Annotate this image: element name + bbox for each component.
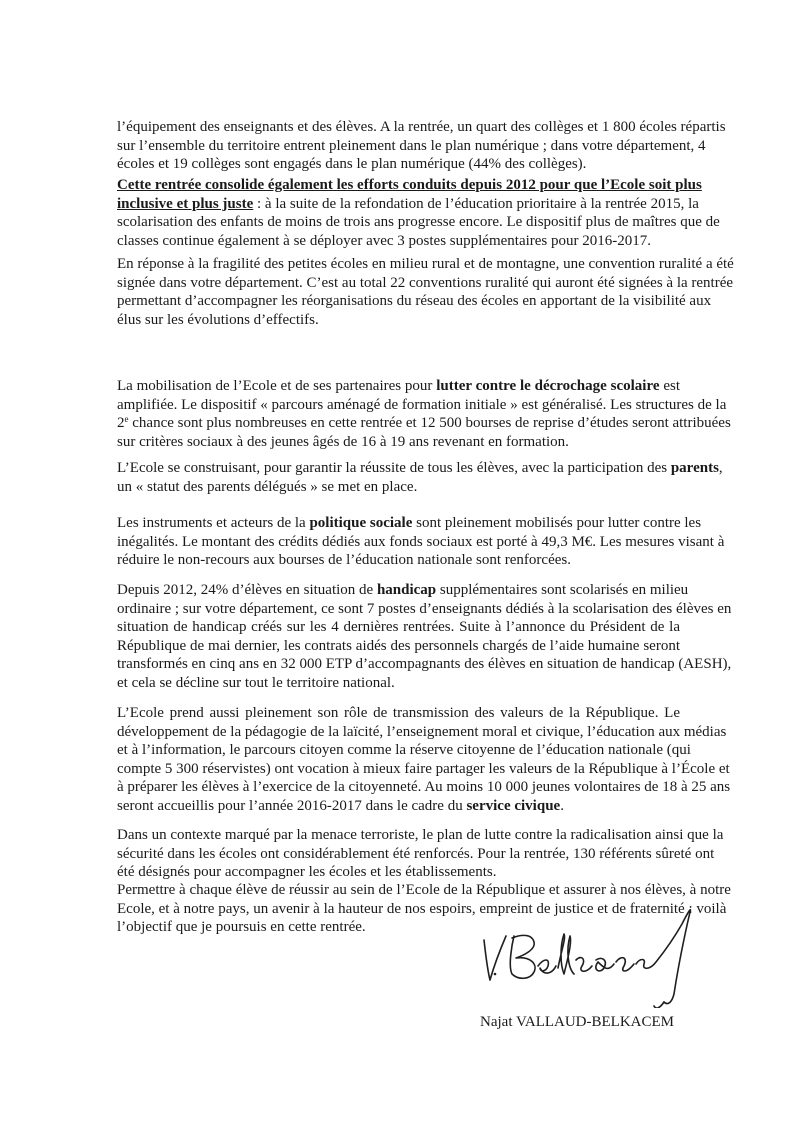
emphasis-politique-sociale: politique sociale [309,515,413,531]
paragraph-politique-sociale: Les instruments et acteurs de la politique sociale sont pleinement mobilisés pour lutter contre les inégalités. Le montant des crédits dédiés aux fonds sociaux est porté à 49,3 M€. Les mesures visant à réduire le non-recours aux bourses de l’éducation nationale sont renforcées. [117,515,725,569]
paragraph-securite: Dans un contexte marqué par la menace terroriste, le plan de lutte contre la radicalisation ainsi que la sécurité dans les écoles ont considérablement été renforcés. Pour la rentrée, 130 référents sûreté ont été désignés pour accompagner les écoles et les établissements. [117,827,724,881]
emphasis-service-civique: service civique [466,797,561,814]
emphasis-decrochage: lutter contre le décrochage scolaire [436,378,660,394]
handwritten-signature [478,898,718,1008]
emphasis-parents: parents [670,460,719,476]
paragraph-convention-ruralite: En réponse à la fragilité des petites écoles en milieu rural et de montagne, une convention ruralité a été signée dans votre département. C’est au total 22 conventions ruralité qui auront été signées à la rentrée permettant d’accompagner les réorganisations du réseau des écoles en apportant de la visibilité aux élus sur les évolutions d’effectifs. [117,256,734,328]
paragraph-conclusion: Permettre à chaque élève de réussir au sein de l’Ecole de la République et assurer à nos élèves, à notre Ecole, et à notre pays, un avenir à la hauteur de nos espoirs, empreint de justice et de fraternité : voilà l’objectif que je poursuis en cette rentrée. [117,882,731,936]
emphasis-handicap: handicap [376,582,437,598]
paragraph-parents: L’Ecole se construisant, pour garantir la réussite de tous les élèves, avec la participation des parents, un « statut des parents délégués » se met en place. [117,460,723,495]
paragraph-ecole-inclusive: Cette rentrée consolide également les efforts conduits depuis 2012 pour que l’Ecole soit plus inclusive et plus juste : à la suite de la refondation de l’éducation prioritaire à la rentrée 2015, la scolarisation des enfants de moins de trois ans progresse encore. Le dispositif plus de maîtres que de classes continue également à se déployer avec 3 postes supplémentaires pour 2016-2017. [117,177,720,249]
paragraph-decrochage-scolaire: La mobilisation de l’Ecole et de ses partenaires pour lutter contre le décrochage scolaire est amplifiée. Le dispositif « parcours aménagé de formation initiale » est généralisé. Les structures de la 2e chance sont plus nombreuses en cette rentrée et 12 500 bourses de reprise d’études seront attribuées sur critères sociaux à des jeunes âgés de 16 à 19 ans revenant en formation. [117,378,731,450]
signer-name: Najat VALLAUD-BELKACEM [480,1014,675,1030]
paragraph-handicap: Depuis 2012, 24% d’élèves en situation de handicap supplémentaires sont scolarisés en milieu ordinaire ; sur votre département, ce sont 7 postes d’enseignants dédiés à la scolarisation des élèves en situation de handicap créés sur les 4 dernières rentrées. Suite à l’annonce du Président de la République de mai dernier, les contrats aidés des personnels chargés de l’aide humaine seront transformés en cinq ans en 32 000 ETP d’accompagnants des élèves en situation de handicap (AESH), et cela se décline sur tout le territoire national. [117,582,732,691]
paragraph-valeurs-republique: L’Ecole prend aussi pleinement son rôle de transmission des valeurs de la République. Le développement de la pédagogie de la laïcité, l’enseignement moral et civique, l’éducation aux médias et à l’information, le parcours citoyen comme la réserve citoyenne de l’éducation nationale (qui compte 5 300 réservistes) ont vocation à mieux faire partager les valeurs de la République à l’École et à préparer les élèves à l’exercice de la citoyenneté. Au moins 10 000 jeunes volontaires de 18 à 25 ans seront accueillis pour l’année 2016-2017 dans le cadre du service civique. [117,705,731,814]
highlight-heading: Cette rentrée consolide également les efforts conduits depuis 2012 pour que l’Ecole soit plus [117,177,702,193]
paragraph-plan-numerique: l’équipement des enseignants et des élèves. A la rentrée, un quart des collèges et 1 800 écoles répartis sur l’ensemble du territoire entrent pleinement dans le plan numérique ; dans votre département, 4 écoles et 19 collèges sont engagés dans le plan numérique (44% des collèges). [117,119,726,173]
